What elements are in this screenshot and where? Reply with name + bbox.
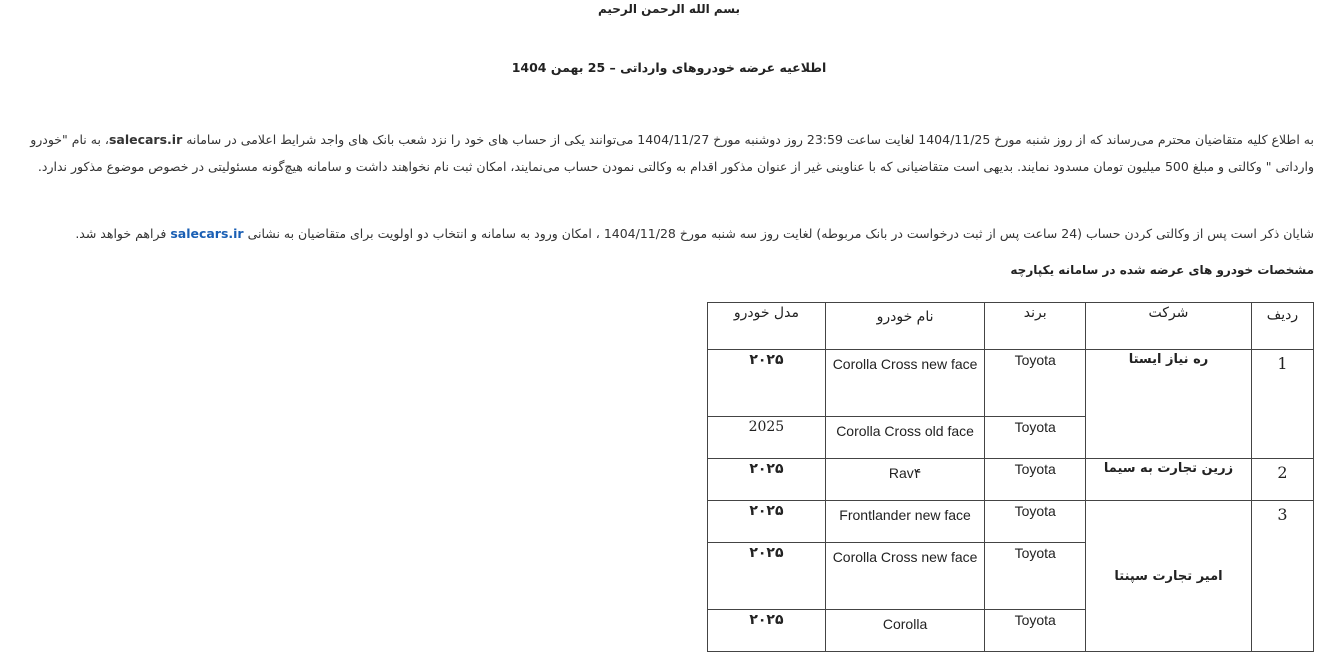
header-car-name: نام خودرو bbox=[825, 303, 985, 350]
car-name: Frontlander new face bbox=[825, 501, 985, 543]
section-heading: مشخصات خودرو های عرضه شده در سامانه یکپارچه bbox=[1010, 263, 1314, 277]
table-row bbox=[708, 501, 1314, 543]
paragraph-priority-text-2: فراهم خواهد شد. bbox=[75, 226, 171, 241]
row-number: 3 bbox=[1251, 501, 1313, 652]
bismillah-heading: بسم الله الرحمن الرحیم bbox=[597, 2, 741, 16]
car-brand: Toyota bbox=[985, 417, 1086, 459]
car-model: ۲۰۲۵ bbox=[708, 501, 826, 543]
paragraph-registration bbox=[14, 126, 1314, 180]
table-row bbox=[708, 350, 1314, 417]
paragraph-priority-text-1: شایان ذکر است پس از وکالتی کردن حساب (24 ساعت پس از ثبت درخواست در بانک مربوطه) لغایت روز سه شنبه مورخ 1404/11/28 ، امکان ورود به سامانه و انتخاب دو اولویت برای متقاضیان به نشانی bbox=[243, 226, 1314, 241]
car-model: ۲۰۲۵ bbox=[708, 459, 826, 501]
car-name: Corolla Cross old face bbox=[825, 417, 985, 459]
paragraph-registration-text-1: به اطلاع کلیه متقاضیان محترم می‌رساند که از روز شنبه مورخ 1404/11/25 لغایت ساعت 23:59 روز دوشنبه مورخ 1404/11/27 می‌توانند یکی از حساب های خود را نزد شعب بانک های واجد شرایط اعلامی در سامانه bbox=[182, 132, 1314, 147]
car-name: Corolla Cross new face bbox=[825, 350, 985, 417]
car-brand: Toyota bbox=[985, 459, 1086, 501]
car-name: Corolla bbox=[825, 610, 985, 652]
salecars-link[interactable]: salecars.ir bbox=[170, 226, 244, 241]
company-name: زرین تجارت به سیما bbox=[1086, 459, 1252, 501]
salecars-site-name: salecars.ir bbox=[108, 132, 183, 147]
header-company: شرکت bbox=[1086, 303, 1252, 350]
paragraph-registration-text-2: ، به نام "خودرو وارداتی " وکالتی و مبلغ 500 میلیون تومان مسدود نمایند. بدیهی است متقاضیانی که با عناوینی غیر از عنوان مذکور اقدام به وکالتی نمودن حساب می‌نمایند، امکان ثبت نام نخواهند داشت و سامانه هیچ‌گونه مسئولیتی در خصوص موضوع مذکور ندارد. bbox=[30, 132, 1314, 174]
table-row bbox=[708, 459, 1314, 501]
cars-table bbox=[707, 302, 1314, 652]
company-name: ره نیاز ایستا bbox=[1086, 350, 1252, 459]
table-header-row bbox=[708, 303, 1314, 350]
car-name: Rav۴ bbox=[825, 459, 985, 501]
car-name: Corolla Cross new face bbox=[825, 543, 985, 610]
page-title: اطلاعیه عرضه خودروهای وارداتی – 25 بهمن 1404 bbox=[511, 60, 827, 75]
car-brand: Toyota bbox=[985, 543, 1086, 610]
car-brand: Toyota bbox=[985, 501, 1086, 543]
car-model: ۲۰۲۵ bbox=[708, 350, 826, 417]
car-model: ۲۰۲۵ bbox=[708, 610, 826, 652]
paragraph-priority bbox=[14, 220, 1314, 247]
row-number: 2 bbox=[1251, 459, 1313, 501]
header-brand: برند bbox=[985, 303, 1086, 350]
header-row-number: ردیف bbox=[1251, 303, 1313, 350]
car-brand: Toyota bbox=[985, 350, 1086, 417]
company-name: امیر تجارت سپنتا bbox=[1086, 501, 1252, 652]
row-number: 1 bbox=[1251, 350, 1313, 459]
car-model: 2025 bbox=[708, 417, 826, 459]
car-brand: Toyota bbox=[985, 610, 1086, 652]
header-car-model: مدل خودرو bbox=[708, 303, 826, 350]
car-model: ۲۰۲۵ bbox=[708, 543, 826, 610]
